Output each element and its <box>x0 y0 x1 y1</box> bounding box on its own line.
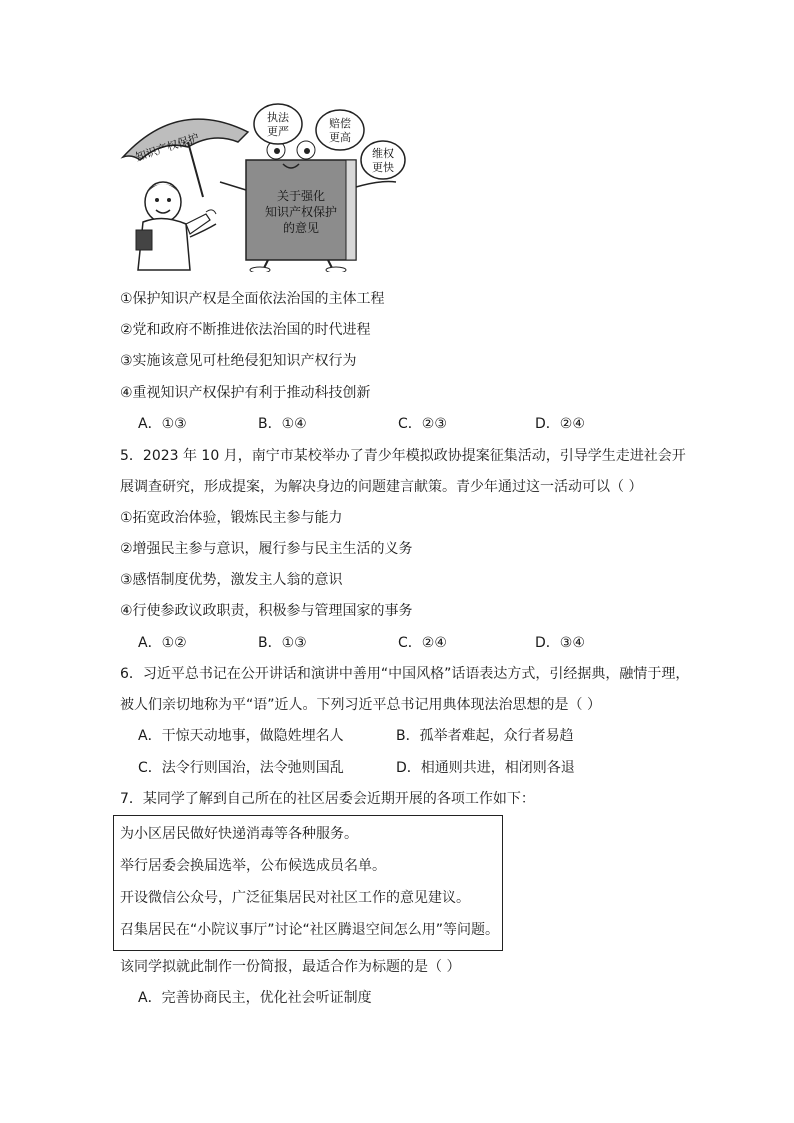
q5-option-a[interactable]: A．①② <box>138 635 187 651</box>
q7-box-item-1: 为小区居民做好快递消毒等各种服务。 <box>120 826 358 842</box>
q6-stem-line-1: 6．习近平总书记在公开讲话和演讲中善用“中国风格”话语表达方式，引经据典，融情于理， <box>120 666 690 682</box>
book-title-line-2: 知识产权保护 <box>264 205 338 219</box>
q4-option-d[interactable]: D．②④ <box>535 416 585 432</box>
book-title-line-3: 的意见 <box>282 221 320 235</box>
svg-text:执法: 执法 <box>267 111 289 124</box>
q4-statement-4: ④重视知识产权保护有利于推动科技创新 <box>120 385 371 401</box>
q7-option-a[interactable]: A．完善协商民主，优化社会听证制度 <box>138 990 372 1006</box>
speech-bubble-2 <box>316 110 364 150</box>
cartoon-illustration <box>118 102 408 272</box>
q5-option-c[interactable]: C．②④ <box>398 635 447 651</box>
umbrella-label: 知识产权保护 <box>133 131 201 164</box>
q5-option-b[interactable]: B．①③ <box>258 635 307 651</box>
book-title-line-1: 关于强化 <box>276 189 326 203</box>
svg-text:维权: 维权 <box>372 147 394 160</box>
q6-stem-line-2: 被人们亲切地称为平“语”近人。下列习近平总书记用典体现法治思想的是（ ） <box>120 697 601 713</box>
q4-statement-3: ③实施该意见可杜绝侵犯知识产权行为 <box>120 353 357 369</box>
svg-text:更严: 更严 <box>267 125 289 138</box>
q4-statement-1: ①保护知识产权是全面依法治国的主体工程 <box>120 291 385 307</box>
q6-option-a[interactable]: A．干惊天动地事，做隐姓埋名人 <box>138 728 344 744</box>
q7-stem: 7．某同学了解到自己所在的社区居委会近期开展的各项工作如下： <box>120 791 535 807</box>
q5-stem-line-2: 展调查研究，形成提案，为解决身边的问题建言献策。青少年通过这一活动可以（ ） <box>120 479 643 495</box>
svg-text:更高: 更高 <box>329 131 351 144</box>
speech-bubble-1 <box>254 104 302 144</box>
svg-text:赔偿: 赔偿 <box>329 117 351 130</box>
q6-option-b[interactable]: B．孤举者难起，众行者易趋 <box>396 728 574 744</box>
q7-box-item-4: 召集居民在“小院议事厅”讨论“社区腾退空间怎么用”等问题。 <box>120 922 500 938</box>
q7-box-item-3: 开设微信公众号，广泛征集居民对社区工作的意见建议。 <box>120 890 470 906</box>
svg-text:更快: 更快 <box>372 161 394 174</box>
q5-statement-1: ①拓宽政治体验，锻炼民主参与能力 <box>120 510 343 526</box>
q5-statement-2: ②增强民主参与意识，履行参与民主生活的义务 <box>120 541 413 557</box>
q5-statement-3: ③感悟制度优势，激发主人翁的意识 <box>120 572 343 588</box>
q4-option-a[interactable]: A．①③ <box>138 416 187 432</box>
man-figure-icon <box>136 182 216 270</box>
q4-option-b[interactable]: B．①④ <box>258 416 307 432</box>
q5-option-d[interactable]: D．③④ <box>535 635 585 651</box>
q4-option-c[interactable]: C．②③ <box>398 416 447 432</box>
q7-box-item-2: 举行居委会换届选举，公布候选成员名单。 <box>120 858 386 874</box>
q5-stem-line-1: 5．2023 年 10 月，南宁市某校举办了青少年模拟政协提案征集活动，引导学生走进社会开 <box>120 448 686 464</box>
speech-bubble-3 <box>361 141 405 179</box>
q6-option-c[interactable]: C．法令行则国治，法令弛则国乱 <box>138 760 344 776</box>
q6-option-d[interactable]: D．相通则共进，相闭则各退 <box>396 760 575 776</box>
q7-followup: 该同学拟就此制作一份简报，最适合作为标题的是（ ） <box>120 959 461 975</box>
q4-statement-2: ②党和政府不断推进依法治国的时代进程 <box>120 322 371 338</box>
q5-statement-4: ④行使参政议政职责，积极参与管理国家的事务 <box>120 603 413 619</box>
